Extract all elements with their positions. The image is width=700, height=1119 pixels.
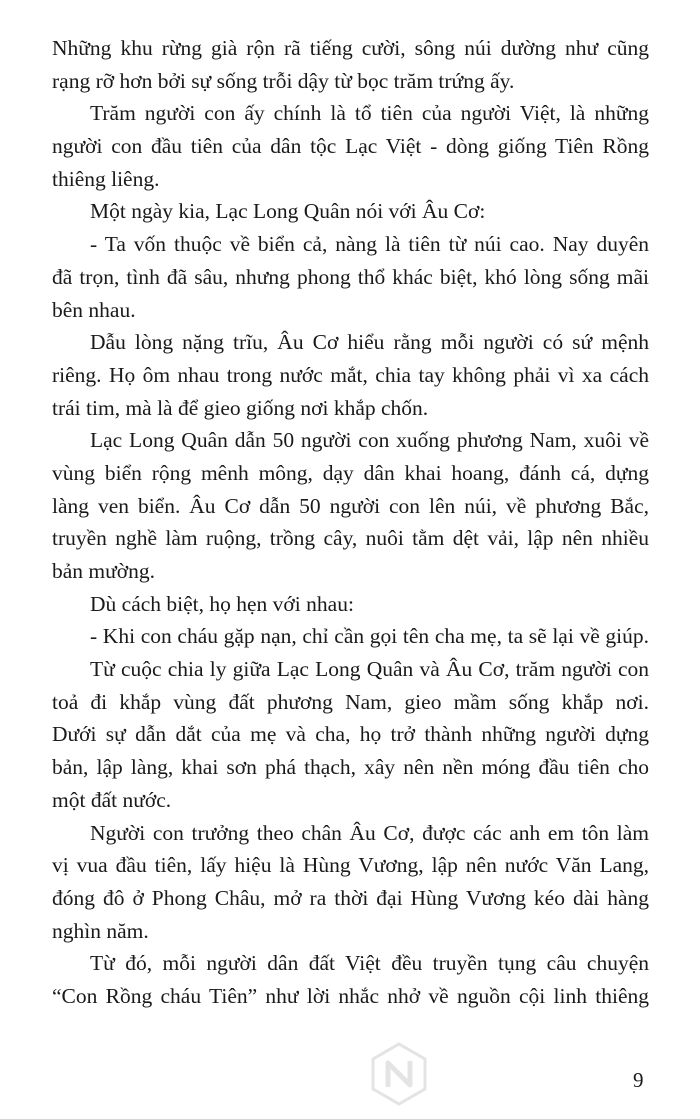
- page-number: 9: [633, 1068, 644, 1092]
- text-line: Từ đó, mỗi người dân đất Việt đều truyền tụng câu chuyện: [90, 951, 649, 976]
- text-line: - Khi con cháu gặp nạn, chỉ cần gọi tên cha mẹ, ta sẽ lại về giúp.: [90, 624, 649, 649]
- document-body: [52, 32, 649, 1013]
- text-line: - Ta vốn thuộc về biển cả, nàng là tiên từ núi cao. Nay duyên: [90, 232, 649, 257]
- text-line: vị vua đầu tiên, lấy hiệu là Hùng Vương, lập nên nước Văn Lang,: [52, 853, 649, 878]
- text-line: trái tim, mà là để gieo giống nơi khắp chốn.: [52, 395, 429, 420]
- text-line: Những khu rừng già rộn rã tiếng cười, sông núi dường như cũng: [52, 36, 649, 60]
- text-line: Dẫu lòng nặng trĩu, Âu Cơ hiểu rằng mỗi người có sứ mệnh: [90, 330, 649, 355]
- text-line: truyền nghề làm ruộng, trồng cây, nuôi tằm dệt vải, lập nên nhiều: [52, 526, 649, 551]
- text-line: bản mường.: [52, 559, 156, 583]
- text-line: bên nhau.: [52, 297, 136, 322]
- text-line: Người con trưởng theo chân Âu Cơ, được các anh em tôn làm: [90, 820, 649, 845]
- text-line: một đất nước.: [52, 787, 172, 812]
- text-line: “Con Rồng cháu Tiên” như lời nhắc nhở về nguồn cội linh thiêng: [52, 983, 649, 1008]
- text-line: vùng biển rộng mênh mông, dạy dân khai hoang, đánh cá, dựng: [52, 460, 649, 485]
- text-line: đóng đô ở Phong Châu, mở ra thời đại Hùng Vương kéo dài hàng: [52, 885, 649, 910]
- text-line: Trăm người con ấy chính là tổ tiên của người Việt, là những: [90, 101, 649, 126]
- text-line: riêng. Họ ôm nhau trong nước mắt, chia tay không phải vì xa cách: [52, 362, 649, 387]
- text-line: Dù cách biệt, họ hẹn với nhau:: [90, 591, 354, 616]
- text-line: Lạc Long Quân dẫn 50 người con xuống phương Nam, xuôi về: [90, 428, 649, 453]
- text-line: nghìn năm.: [52, 918, 149, 943]
- text-line: toả đi khắp vùng đất phương Nam, gieo mầm sống khắp nơi.: [52, 689, 649, 714]
- text-line: làng ven biển. Âu Cơ dẫn 50 người con lên núi, về phương Bắc,: [52, 493, 649, 518]
- netabooks-watermark: [366, 1038, 616, 1110]
- text-line: đã trọn, tình đã sâu, nhưng phong thổ khác biệt, khó lòng sống mãi: [52, 264, 649, 289]
- text-line: Từ cuộc chia ly giữa Lạc Long Quân và Âu Cơ, trăm người con: [90, 657, 649, 682]
- text-line: rạng rỡ hơn bởi sự sống trỗi dậy từ bọc trăm trứng ấy.: [52, 68, 515, 93]
- text-line: bản, lập làng, khai sơn phá thạch, xây nên nền móng đầu tiên cho: [52, 755, 649, 780]
- text-line: Dưới sự dẫn dắt của mẹ và cha, họ trở thành những người dựng: [52, 722, 649, 747]
- text-line: người con đầu tiên của dân tộc Lạc Việt - dòng giống Tiên Rồng: [52, 134, 649, 159]
- text-line: thiêng liêng.: [52, 166, 160, 191]
- netabooks-logo-icon: [366, 1041, 432, 1107]
- text-line: Một ngày kia, Lạc Long Quân nói với Âu Cơ:: [90, 199, 486, 224]
